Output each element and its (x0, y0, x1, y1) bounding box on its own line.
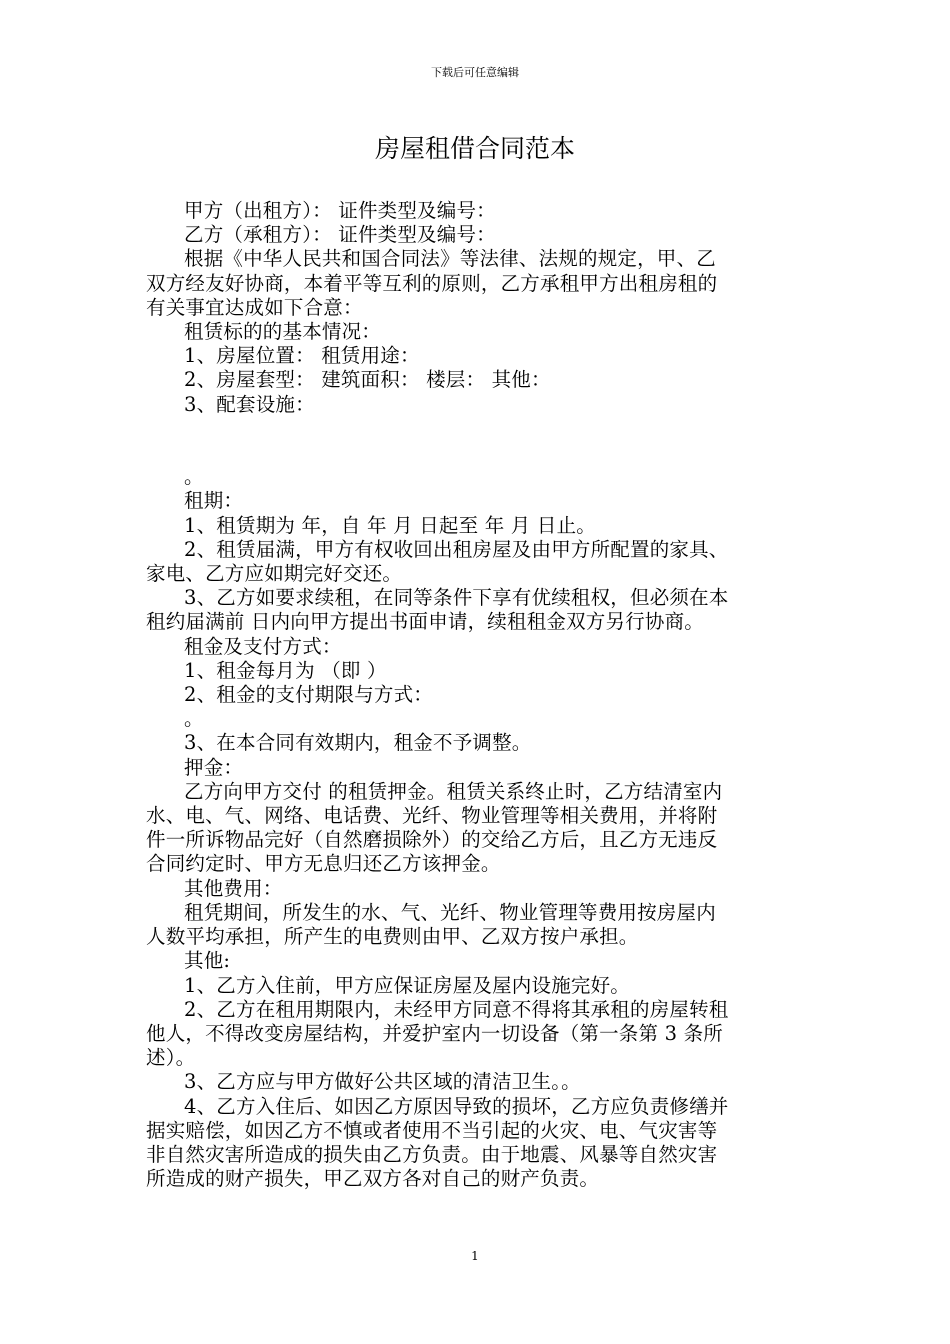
body-line: 租金及支付方式： (184, 634, 342, 658)
body-line: 1、房屋位置： 租赁用途： (184, 344, 420, 368)
body-line: 水、电、气、网络、电话费、光纤、物业管理等相关费用，并将附 (146, 804, 718, 828)
body-line: 据实赔偿，如因乙方不慎或者使用不当引起的火灾、电、气灾害等 (146, 1118, 718, 1142)
body-line: 2、租赁届满，甲方有权收回出租房屋及由甲方所配置的家具、 (184, 537, 729, 561)
body-line: 。 (184, 707, 204, 731)
body-line: 租期： (184, 489, 244, 513)
body-line: 3、乙方如要求续租，在同等条件下享有优续租权，但必须在本 (184, 586, 729, 610)
body-line: 1、租金每月为 （即 ） (184, 658, 387, 682)
page-number: 1 (471, 1249, 479, 1263)
body-line: 3、在本合同有效期内，租金不予调整。 (184, 731, 532, 755)
body-line: 乙方（承租方）： 证件类型及编号： (184, 223, 496, 247)
body-line (146, 417, 806, 441)
contract-body (146, 199, 806, 1191)
body-line: 家电、乙方应如期完好交还。 (146, 562, 403, 586)
body-line: 2、租金的支付期限与方式： (184, 683, 434, 707)
body-line: 租凭期间，所发生的水、气、光纤、物业管理等费用按房屋内 (184, 900, 716, 924)
body-line: 2、房屋套型： 建筑面积： 楼层： 其他： (184, 368, 551, 392)
body-line: 租赁标的的基本情况： (184, 320, 382, 344)
body-line: 1、租赁期为 年，自 年 月 日起至 年 月 日止。 (184, 513, 596, 537)
body-line: 非自然灾害所造成的损失由乙方负责。由于地震、风暴等自然灾害 (146, 1142, 718, 1166)
body-line: 2、乙方在租用期限内，未经甲方同意不得将其承租的房屋转租 (184, 997, 729, 1021)
body-line: 合同约定时、甲方无息归还乙方该押金。 (146, 852, 501, 876)
body-line: 有关事宜达成如下合意： (146, 295, 363, 319)
body-line: 他人，不得改变房屋结构，并爱护室内一切设备（第一条第 3 条所 (146, 1021, 724, 1045)
body-line: 1、乙方入住前，甲方应保证房屋及屋内设施完好。 (184, 973, 631, 997)
body-line: 其他: (184, 949, 231, 973)
body-line: 件一所诉物品完好（自然磨损除外）的交给乙方后，且乙方无违反 (146, 828, 718, 852)
body-line: 。 (184, 465, 204, 489)
body-line: 其他费用： (184, 876, 283, 900)
body-line: 双方经友好协商，本着平等互利的原则，乙方承租甲方出租房租的 (146, 271, 718, 295)
body-line: 4、乙方入住后、如因乙方原因导致的损坏，乙方应负责修缮并 (184, 1094, 729, 1118)
body-line: 所造成的财产损失，甲乙双方各对自己的财产负责。 (146, 1167, 600, 1191)
body-line: 述）。 (146, 1046, 196, 1070)
body-line: 押金： (184, 755, 244, 779)
body-line (146, 441, 806, 465)
body-line: 3、乙方应与甲方做好公共区域的清洁卫生。。 (184, 1070, 581, 1094)
body-line: 租约届满前 日内向甲方提出书面申请，续租租金双方另行协商。 (146, 610, 704, 634)
body-line: 3、配套设施： (184, 392, 315, 416)
header-note: 下载后可任意编辑 (431, 66, 519, 79)
body-line: 人数平均承担，所产生的电费则由甲、乙双方按户承担。 (146, 925, 639, 949)
body-line: 甲方（出租方）： 证件类型及编号： (184, 199, 496, 222)
body-line: 乙方向甲方交付 的租赁押金。租赁关系终止时，乙方结清室内 (184, 779, 723, 803)
document-title: 房屋租借合同范本 (374, 134, 575, 163)
body-line: 根据《中华人民共和国合同法》等法律、法规的规定，甲、乙 (184, 247, 716, 271)
